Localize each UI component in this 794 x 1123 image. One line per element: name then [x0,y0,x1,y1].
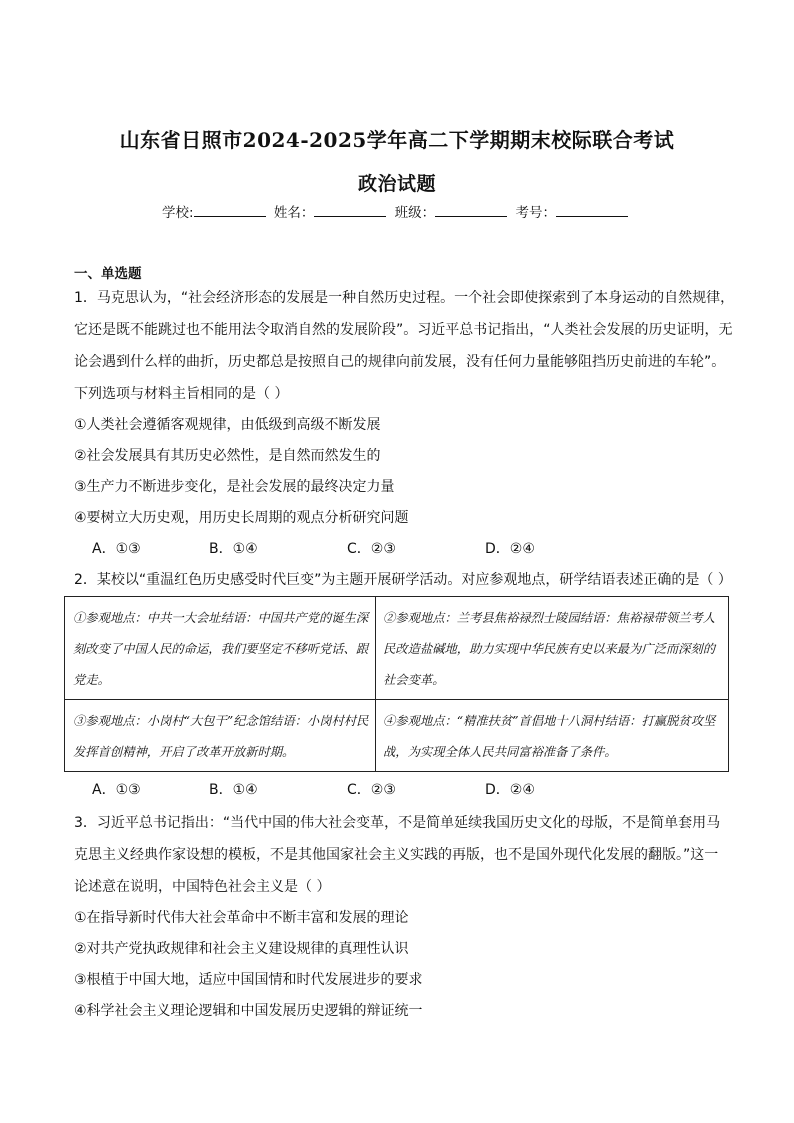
q3-item: ①在指导新时代伟大社会革命中不断丰富和发展的理论 [74,910,409,926]
q1-item: ③生产力不断进步变化，是社会发展的最终决定力量 [74,479,395,495]
q2-table-cell: ③参观地点：小岗村“大包干”纪念馆结语：小岗村村民发挥首创精神，开启了改革开放新时期。 [73,714,369,759]
q1-option-a[interactable]: A．①③ [92,541,141,557]
q2-table-cell: ④参观地点：“精准扶贫”首倡地十八洞村结语：打赢脱贫攻坚战，为实现全体人民共同富裕准备了条件。 [383,714,716,759]
table-divider [375,597,376,771]
school-blank[interactable] [194,203,266,217]
q1-stem-line: 论会遇到什么样的曲折，历史都总是按照自己的规律向前发展，没有任何力量能够阻挡历史前进的车轮”。 [74,354,726,370]
q1-stem-line: 下列选项与材料主旨相同的是（ ） [74,386,289,402]
class-label: 班级： [394,205,436,221]
q1-stem-line: 1．马克思认为，“社会经济形态的发展是一种自然历史过程。一个社会即使探索到了本身运动的自然规律， [74,290,735,306]
exam-title: 山东省日照市2024-2025学年高二下学期期末校际联合考试 [119,128,675,152]
q3-stem-line: 论述意在说明，中国特色社会主义是（ ） [74,879,331,895]
q1-item: ②社会发展具有其历史必然性，是自然而然发生的 [74,448,381,464]
q3-item: ②对共产党执政规律和社会主义建设规律的真理性认识 [74,941,409,957]
exam-number-blank[interactable] [556,203,628,217]
q2-table [64,596,729,772]
student-info-row [0,201,794,221]
name-blank[interactable] [314,203,386,217]
table-divider [65,699,728,700]
class-blank[interactable] [435,203,507,217]
q3-stem-line: 3．习近平总书记指出：“当代中国的伟大社会变革，不是简单延续我国历史文化的母版，不是简单套用马 [74,815,721,831]
q1-option-b[interactable]: B．①④ [209,541,258,557]
name-label: 姓名： [273,205,315,221]
q2-option-a[interactable]: A．①③ [92,782,141,798]
q1-option-d[interactable]: D．②④ [485,541,535,557]
q2-table-cell: ②参观地点：兰考县焦裕禄烈士陵园结语：焦裕禄带领兰考人民改造盐碱地，助力实现中华民族有史以来最为广泛而深刻的社会变革。 [383,611,716,687]
school-label: 学校: [162,205,194,221]
q2-option-d[interactable]: D．②④ [485,782,535,798]
q1-stem-line: 它还是既不能跳过也不能用法令取消自然的发展阶段”。习近平总书记指出，“人类社会发展的历史证明，无 [74,322,733,338]
section-heading: 一、单选题 [74,266,142,282]
q1-option-c[interactable]: C．②③ [347,541,396,557]
exam-number-label: 考号： [515,205,556,221]
q1-item: ①人类社会遵循客观规律，由低级到高级不断发展 [74,417,381,433]
q3-stem-line: 克思主义经典作家设想的模板，不是其他国家社会主义实践的再版，也不是国外现代化发展的翻版。”这一 [74,847,719,863]
exam-subtitle: 政治试题 [357,173,436,195]
q2-option-b[interactable]: B．①④ [209,782,258,798]
q2-table-cell: ①参观地点：中共一大会址结语：中国共产党的诞生深刻改变了中国人民的命运，我们要坚定不移听党话、跟党走。 [73,611,369,687]
q2-stem: 2．某校以“重温红色历史感受时代巨变”为主题开展研学活动。对应参观地点，研学结语表述正确的是（ ） [74,572,732,588]
q3-item: ③根植于中国大地，适应中国国情和时代发展进步的要求 [74,972,423,988]
q2-option-c[interactable]: C．②③ [347,782,396,798]
q1-item: ④要树立大历史观，用历史长周期的观点分析研究问题 [74,510,409,526]
q3-item: ④科学社会主义理论逻辑和中国发展历史逻辑的辩证统一 [74,1003,423,1019]
